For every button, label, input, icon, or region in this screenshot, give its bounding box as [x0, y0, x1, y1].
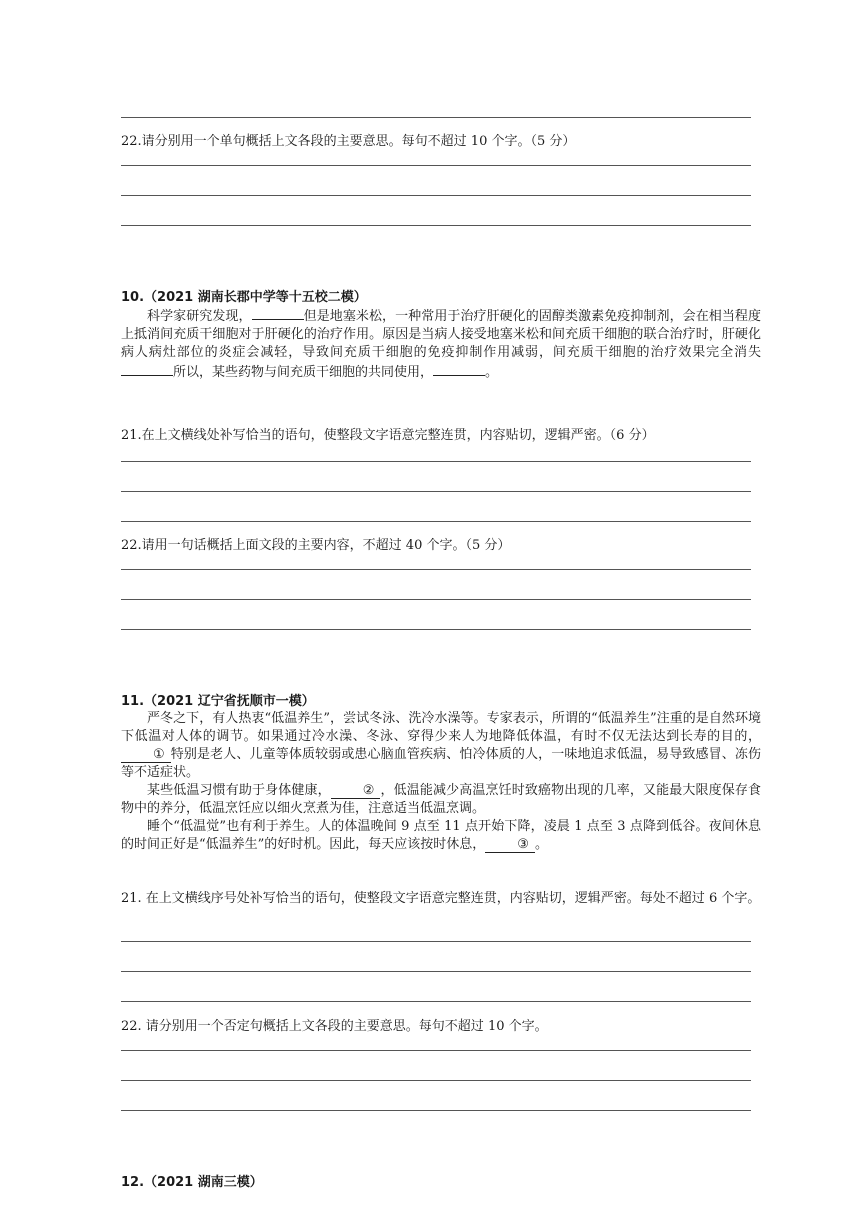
- fill-blank-3: ③: [485, 838, 535, 853]
- answer-line: [121, 599, 751, 600]
- fill-blank-2: ②: [331, 784, 381, 799]
- question-21-prompt: 21.在上文横线处补写恰当的语句，使整段文字语意完整连贯，内容贴切，逻辑严密。（6 分）: [121, 428, 655, 443]
- passage-text: 特别是老人、儿童等体质较弱或患心脑血管疾病、怕冷体质的人，一味地追求低温，易导致感冒、冻伤等不适症状。: [121, 747, 761, 780]
- answer-line: [121, 1080, 751, 1081]
- answer-line: [121, 165, 751, 166]
- fill-blank: [252, 306, 304, 320]
- answer-line: [121, 629, 751, 630]
- passage-text: 严冬之下，有人热衷“低温养生”，尝试冬泳、洗冷水澡等。专家表示，所谓的“低温养生”注重的是自然环境下低温对人体的调节。如果通过冷水澡、冬泳、穿得少来人为地降低体温，有时不仅无法达到长寿的目的，: [121, 711, 761, 744]
- answer-line: [121, 1001, 751, 1002]
- answer-line: [121, 491, 751, 492]
- question-22-prompt: 22. 请分别用一个否定句概括上文各段的主要意思。每句不超过 10 个字。: [121, 1019, 548, 1034]
- passage-text: ，低温能减少高温烹饪时致癌物出现的几率，又能最大限度保存食物中的养分，低温烹饪应以细火烹煮为佳，注意适当低温烹调。: [121, 783, 761, 816]
- answer-line: [121, 569, 751, 570]
- answer-line: [121, 117, 751, 118]
- question-21-prompt: [121, 890, 761, 908]
- question-21-text: 21. 在上文横线序号处补写恰当的语句，使整段文字语意完整连贯，内容贴切，逻辑严密。每处不超过 6 个字。: [121, 891, 761, 906]
- passage-text: 某些低温习惯有助于身体健康，: [147, 783, 331, 798]
- question-12-heading: 12.（2021 湖南三模）: [121, 1175, 263, 1190]
- answer-line: [121, 521, 751, 522]
- fill-blank-1: ①: [121, 748, 171, 763]
- fill-blank: [433, 362, 485, 376]
- answer-line: [121, 1050, 751, 1051]
- question-11-heading: 11.（2021 辽宁省抚顺市一模）: [121, 694, 315, 709]
- question-10-passage: [121, 306, 761, 382]
- answer-line: [121, 461, 751, 462]
- answer-line: [121, 941, 751, 942]
- passage-text: 。: [534, 837, 548, 852]
- question-10-heading: 10.（2021 湖南长郡中学等十五校二模）: [121, 290, 367, 305]
- passage-text: 睡个“低温觉”也有利于养生。人的体温晚间 9 点至 11 点开始下降，凌晨 1 点至 3 点降到低谷。夜间休息的时间正好是“低温养生”的好时机。因此，每天应该按时休息，: [121, 819, 761, 852]
- question-22-prompt: 22.请用一句话概括上面文段的主要内容，不超过 40 个字。（5 分）: [121, 538, 511, 553]
- passage-text: 。: [485, 365, 499, 380]
- passage-text: 但是地塞米松，一种常用于治疗肝硬化的固醇类激素免疫抑制剂，会在相当程度上抵消间充质干细胞对于肝硬化的治疗作用。原因是当病人接受地塞米松和间充质干细胞的联合治疗时，肝硬化病人病灶部位的炎症会减轻，导致间充质干细胞的免疫抑制作用减弱，间充质干细胞的治疗效果完全消失: [121, 309, 761, 360]
- answer-line: [121, 971, 751, 972]
- answer-line: [121, 225, 751, 226]
- answer-line: [121, 1110, 751, 1111]
- question-11-passage: [121, 710, 761, 854]
- answer-line: [121, 195, 751, 196]
- question-22-prompt: 22.请分别用一个单句概括上文各段的主要意思。每句不超过 10 个字。（5 分）: [121, 134, 576, 149]
- passage-text: 所以，某些药物与间充质干细胞的共同使用，: [173, 365, 434, 380]
- fill-blank: [121, 362, 173, 376]
- passage-text: 科学家研究发现，: [147, 309, 252, 324]
